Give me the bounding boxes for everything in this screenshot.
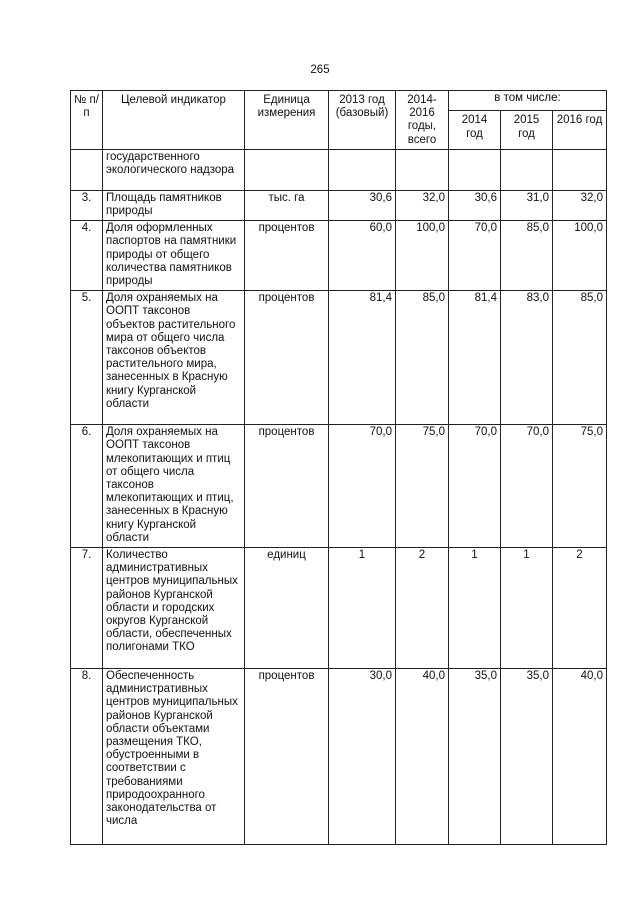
table-row [71,669,607,845]
row-total: 32,0 [396,190,449,220]
row-num: 3. [71,190,103,220]
row-indicator: Доля оформленных паспортов на памятники природы от общего количества памятников природы [103,221,245,291]
row-2016: 40,0 [553,669,607,845]
page-number: 265 [310,64,330,76]
row-2014: 70,0 [449,221,501,291]
row-2014: 81,4 [449,291,501,425]
row-base: 1 [329,548,396,669]
table-row [71,190,607,220]
row-unit: процентов [245,221,329,291]
row-indicator: Обеспеченность административных центров муниципальных районов Курганской области объектами размещения ТКО, обустроенными в соответствии с требованиями природоохранного законодательства от числа [103,669,245,845]
row-2016: 75,0 [553,425,607,548]
row-num: 8. [71,669,103,845]
row-base: 30,6 [329,190,396,220]
row-2014: 1 [449,548,501,669]
header-2015: 2015 год [501,111,553,149]
row-base: 70,0 [329,425,396,548]
row-2015: 83,0 [501,291,553,425]
row-indicator: Количество административных центров муниципальных районов Курганской области и городских округов Курганской области, обеспеченных полигонами ТКО [103,548,245,669]
row-2014: 30,6 [449,190,501,220]
row-2015: 85,0 [501,221,553,291]
header-base-year: 2013 год (базовый) [329,91,396,150]
row-base [329,149,396,190]
table-row [71,425,607,548]
row-total: 2 [396,548,449,669]
table-row [71,291,607,425]
row-num: 4. [71,221,103,291]
row-unit: процентов [245,425,329,548]
row-2016: 32,0 [553,190,607,220]
row-unit [245,149,329,190]
row-num [71,149,103,190]
row-indicator: Площадь памятников природы [103,190,245,220]
row-unit: единиц [245,548,329,669]
row-2015: 35,0 [501,669,553,845]
header-including: в том числе: [449,91,607,111]
row-total: 40,0 [396,669,449,845]
row-2015 [501,149,553,190]
header-2014: 2014 год [449,111,501,149]
row-2014 [449,149,501,190]
row-2016: 2 [553,548,607,669]
table-row [71,548,607,669]
row-indicator: государственного экологического надзора [103,149,245,190]
row-base: 81,4 [329,291,396,425]
indicator-table [70,90,607,845]
header-2016: 2016 год [553,111,607,149]
row-2014: 35,0 [449,669,501,845]
row-unit: тыс. га [245,190,329,220]
row-num: 6. [71,425,103,548]
row-2015: 70,0 [501,425,553,548]
row-num: 5. [71,291,103,425]
row-2016: 85,0 [553,291,607,425]
row-unit: процентов [245,669,329,845]
row-2015: 31,0 [501,190,553,220]
table-row [71,221,607,291]
row-indicator: Доля охраняемых на ООПТ таксонов объектов растительного мира от общего числа таксонов объектов растительного мира, занесенных в Красную книгу Курганской области [103,291,245,425]
row-total: 85,0 [396,291,449,425]
header-num: № п/п [71,91,103,150]
row-2016: 100,0 [553,221,607,291]
header-total: 2014-2016 годы, всего [396,91,449,150]
row-unit: процентов [245,291,329,425]
row-total: 75,0 [396,425,449,548]
row-num: 7. [71,548,103,669]
header-unit: Единица измерения [245,91,329,150]
row-total: 100,0 [396,221,449,291]
row-indicator: Доля охраняемых на ООПТ таксонов млекопитающих и птиц от общего числа таксонов млекопитающих и птиц, занесенных в Красную книгу Курганской области [103,425,245,548]
table-body [71,149,607,844]
row-base: 30,0 [329,669,396,845]
header-indicator: Целевой индикатор [103,91,245,150]
row-2015: 1 [501,548,553,669]
row-total [396,149,449,190]
table-header [71,91,607,150]
row-2016 [553,149,607,190]
row-base: 60,0 [329,221,396,291]
table-row [71,149,607,190]
row-2014: 70,0 [449,425,501,548]
